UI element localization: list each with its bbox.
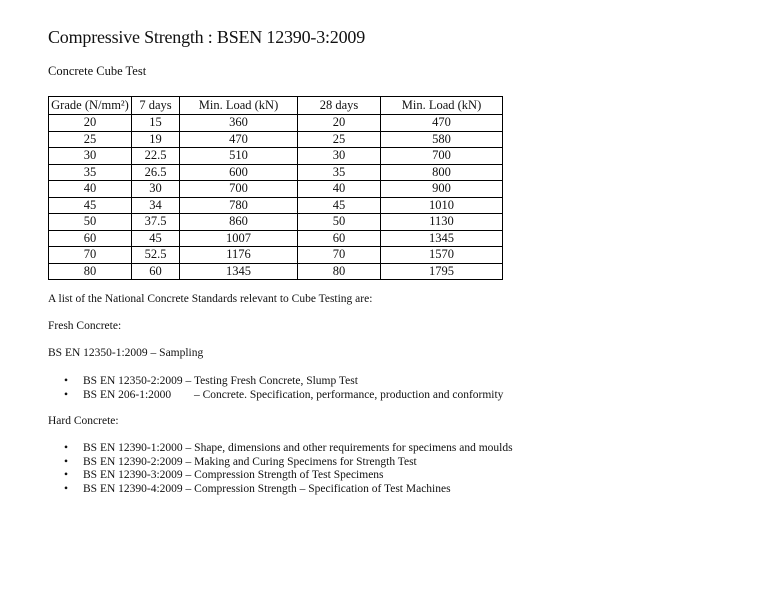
table-cell: 700 xyxy=(180,181,298,198)
bullet-icon: • xyxy=(64,455,69,468)
table-cell: 900 xyxy=(381,181,503,198)
table-cell: 1007 xyxy=(180,230,298,247)
table-row xyxy=(49,263,503,280)
table-cell: 1345 xyxy=(381,230,503,247)
list-item-text: BS EN 12390-4:2009 – Compression Strength – Specification of Test Machines xyxy=(83,482,451,495)
table-cell: 15 xyxy=(132,115,180,132)
list-item-text: BS EN 12390-1:2000 – Shape, dimensions and other requirements for specimens and moulds xyxy=(83,442,513,454)
table-cell: 25 xyxy=(49,131,132,148)
table-cell: 30 xyxy=(132,181,180,198)
table-cell: 580 xyxy=(381,131,503,148)
table-cell: 22.5 xyxy=(132,148,180,165)
table-cell: 50 xyxy=(49,214,132,231)
document-title: Compressive Strength : BSEN 12390-3:2009 xyxy=(48,27,365,47)
bullet-icon: • xyxy=(64,442,69,454)
standard-code: BS EN 206-1:2000 xyxy=(83,388,172,401)
table-cell: 52.5 xyxy=(132,247,180,264)
cube-test-table xyxy=(48,96,503,280)
table-cell: 45 xyxy=(49,197,132,214)
list-item xyxy=(48,456,513,470)
table-cell: 80 xyxy=(49,263,132,280)
list-item xyxy=(48,483,513,497)
table-row xyxy=(49,197,503,214)
table-cell: 35 xyxy=(49,164,132,181)
hard-concrete-heading: Hard Concrete: xyxy=(48,415,119,427)
document-subtitle: Concrete Cube Test xyxy=(48,64,147,78)
table-cell: 19 xyxy=(132,131,180,148)
table-cell: 600 xyxy=(180,164,298,181)
header-7-days: 7 days xyxy=(132,97,180,115)
table-row xyxy=(49,181,503,198)
table-cell: 40 xyxy=(49,181,132,198)
table-cell: 30 xyxy=(49,148,132,165)
table-row xyxy=(49,230,503,247)
table-cell: 1570 xyxy=(381,247,503,264)
table-row xyxy=(49,148,503,165)
header-28-days: 28 days xyxy=(298,97,381,115)
table-cell: 60 xyxy=(49,230,132,247)
bullet-icon: • xyxy=(64,469,69,481)
table-cell: 1176 xyxy=(180,247,298,264)
table-cell: 60 xyxy=(132,263,180,280)
table-cell: 470 xyxy=(180,131,298,148)
header-min-load-28: Min. Load (kN) xyxy=(381,97,503,115)
bullet-icon: • xyxy=(64,388,69,401)
header-grade: Grade (N/mm²) xyxy=(49,97,132,115)
table-cell: 37.5 xyxy=(132,214,180,231)
table-cell: 470 xyxy=(381,115,503,132)
bullet-icon: • xyxy=(64,482,69,495)
table-row xyxy=(49,164,503,181)
list-item-text: BS EN 12390-3:2009 – Compression Strength of Test Specimens xyxy=(83,469,384,481)
bullet-icon: • xyxy=(64,375,69,387)
table-cell: 1795 xyxy=(381,263,503,280)
table-cell: 360 xyxy=(180,115,298,132)
list-item-text: BS EN 12350-2:2009 – Testing Fresh Concrete, Slump Test xyxy=(83,375,358,387)
table-cell: 510 xyxy=(180,148,298,165)
table-cell: 60 xyxy=(298,230,381,247)
table-header-row xyxy=(49,97,503,115)
table-cell: 1010 xyxy=(381,197,503,214)
table-cell: 780 xyxy=(180,197,298,214)
list-item xyxy=(48,375,503,389)
table-cell: 20 xyxy=(298,115,381,132)
intro-paragraph: A list of the National Concrete Standards relevant to Cube Testing are: xyxy=(48,293,373,305)
table-cell: 40 xyxy=(298,181,381,198)
table-cell: 70 xyxy=(298,247,381,264)
table-row xyxy=(49,247,503,264)
table-cell: 45 xyxy=(132,230,180,247)
table-row xyxy=(49,115,503,132)
table-row xyxy=(49,214,503,231)
standard-description: – Concrete. Specification, performance, production and conformity xyxy=(194,388,504,401)
table-cell: 25 xyxy=(298,131,381,148)
table-cell: 20 xyxy=(49,115,132,132)
table-cell: 700 xyxy=(381,148,503,165)
table-cell: 70 xyxy=(49,247,132,264)
fresh-concrete-heading: Fresh Concrete: xyxy=(48,320,122,332)
table-cell: 30 xyxy=(298,148,381,165)
table-cell: 50 xyxy=(298,214,381,231)
table-cell: 45 xyxy=(298,197,381,214)
table-cell: 26.5 xyxy=(132,164,180,181)
header-min-load-7: Min. Load (kN) xyxy=(180,97,298,115)
fresh-concrete-sampling-standard: BS EN 12350-1:2009 – Sampling xyxy=(48,347,204,359)
table-cell: 800 xyxy=(381,164,503,181)
list-item xyxy=(48,389,503,403)
table-cell: 35 xyxy=(298,164,381,181)
table-cell: 80 xyxy=(298,263,381,280)
fresh-concrete-standards-list xyxy=(48,375,503,402)
table-cell: 860 xyxy=(180,214,298,231)
list-item xyxy=(48,442,513,456)
table-cell: 1345 xyxy=(180,263,298,280)
list-item xyxy=(48,469,513,483)
table-cell: 1130 xyxy=(381,214,503,231)
hard-concrete-standards-list xyxy=(48,442,513,496)
table-row xyxy=(49,131,503,148)
table-cell: 34 xyxy=(132,197,180,214)
list-item-text: BS EN 12390-2:2009 – Making and Curing Specimens for Strength Test xyxy=(83,455,417,468)
